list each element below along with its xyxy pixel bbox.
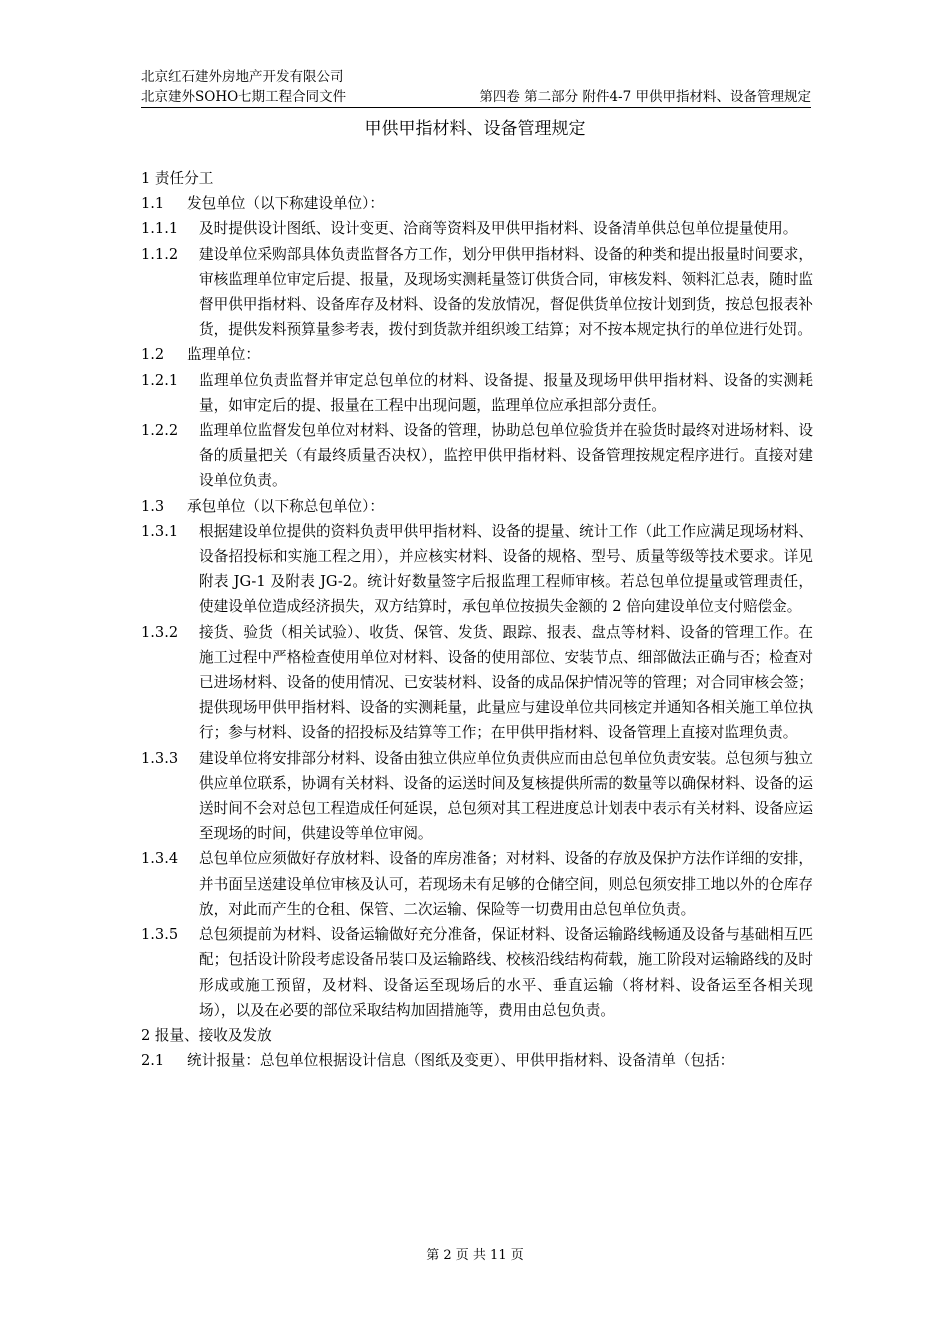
clause-number: 1.3.5 — [141, 926, 179, 944]
clause-number: 1.3.1 — [141, 522, 179, 540]
clause-number: 1.1 — [141, 195, 165, 213]
section-heading: 1 责任分工 — [141, 170, 214, 187]
clause-text: 监理单位监督发包单位对材料、设备的管理，协助总包单位验货并在验货时最终对进场材料、设备的质量把关（有最终质量否决权），监控甲供甲指材料、设备管理按规定程序进行。直接对建设单位负责。 — [199, 422, 813, 490]
document-title: 甲供甲指材料、设备管理规定 — [364, 119, 586, 139]
clause-number: 1.3.4 — [141, 850, 179, 868]
clause — [141, 519, 813, 620]
clause — [141, 191, 813, 216]
clause-number: 2.1 — [141, 1052, 165, 1070]
clause — [141, 494, 813, 519]
clause — [141, 342, 813, 367]
document-body — [141, 166, 813, 1073]
clause-text: 承包单位（以下称总包单位）： — [187, 497, 385, 515]
clause-text: 总包单位应须做好存放材料、设备的库房准备；对材料、设备的存放及保护方法作详细的安排，并书面呈送建设单位审核及认可，若现场未有足够的仓储空间，则总包须安排工地以外的仓库存放，对此而产生的仓租、保管、二次运输、保险等一切费用由总包单位负责。 — [199, 850, 813, 918]
clause-text: 建设单位采购部具体负责监督各方工作，划分甲供甲指材料、设备的种类和提出报量时间要求，审核监理单位审定后提、报量，及现场实测耗量签订供货合同，审核发料、领料汇总表，随时监督甲供甲指材料、设备库存及材料、设备的发放情况，督促供货单位按计划到货，按总包报表补货，提供发料预算量参考表，拨付到货款并组织竣工结算；对不按本规定执行的单位进行处罚。 — [199, 245, 813, 339]
clause — [141, 1048, 813, 1073]
clause — [141, 846, 813, 922]
clause-text: 建设单位将安排部分材料、设备由独立供应单位负责供应而由总包单位负责安装。总包须与独立供应单位联系，协调有关材料、设备的运送时间及复核提供所需的数量等以确保材料、设备的运送时间不会对总包工程造成任何延误，总包须对其工程进度总计划表中表示有关材料、设备应运至现场的时间，供建设等单位审阅。 — [199, 749, 813, 843]
page-footer: 第 2 页 共 11 页 — [426, 1248, 524, 1263]
clause-number: 1.1.1 — [141, 220, 179, 238]
clause-number: 1.3.2 — [141, 623, 179, 641]
clause — [141, 216, 813, 241]
clause — [141, 746, 813, 847]
clause-text: 及时提供设计图纸、设计变更、洽商等资料及甲供甲指材料、设备清单供总包单位提量使用。 — [199, 220, 798, 238]
header-left: 北京建外SOHO七期工程合同文件 — [141, 89, 347, 105]
clause-number: 1.2.1 — [141, 371, 179, 389]
running-header — [141, 88, 811, 108]
header-company: 北京红石建外房地产开发有限公司 — [141, 69, 344, 85]
clause-number: 1.2 — [141, 346, 165, 364]
clause-number: 1.1.2 — [141, 245, 179, 263]
header-right: 第四卷 第二部分 附件4-7 甲供甲指材料、设备管理规定 — [479, 89, 811, 105]
clause — [141, 922, 813, 1023]
clause-text: 发包单位（以下称建设单位）： — [187, 195, 385, 213]
clause-number: 1.2.2 — [141, 422, 179, 440]
clause-number: 1.3.3 — [141, 749, 179, 767]
clause — [141, 242, 813, 343]
clause-text: 监理单位负责监督并审定总包单位的材料、设备提、报量及现场甲供甲指材料、设备的实测耗量，如审定后的提、报量在工程中出现问题，监理单位应承担部分责任。 — [199, 371, 813, 414]
clause-text: 总包须提前为材料、设备运输做好充分准备，保证材料、设备运输路线畅通及设备与基础相互匹配；包括设计阶段考虑设备吊装口及运输路线、校核沿线结构荷载，施工阶段对运输路线的及时形成或施工预留，及材料、设备运至现场后的水平、垂直运输（将材料、设备运至各相关现场），以及在必要的部位采取结构加固措施等，费用由总包负责。 — [199, 926, 813, 1019]
clause-text: 统计报量：总包单位根据设计信息（图纸及变更）、甲供甲指材料、设备清单（包括： — [187, 1052, 735, 1070]
clause — [141, 620, 813, 746]
clause-text: 根据建设单位提供的资料负责甲供甲指材料、设备的提量、统计工作（此工作应满足现场材料、设备招投标和实施工程之用），并应核实材料、设备的规格、型号、质量等级等技术要求。详见附表 JG-1 及附表 JG-2。统计好数量签字后报监理工程师审核。若总包单位提量或管理责任，使建设单位造成经济损失，双方结算时，承包单位按损失金额的 2 倍向建设单位支付赔偿金。 — [199, 522, 813, 616]
clause-number: 1.3 — [141, 497, 165, 515]
clause-text: 接货、验货（相关试验）、收货、保管、发货、跟踪、报表、盘点等材料、设备的管理工作。在施工过程中严格检查使用单位对材料、设备的使用部位、安装节点、细部做法正确与否；检查对已进场材料、设备的使用情况、已安装材料、设备的成品保护情况等的管理；对合同审核会签；提供现场甲供甲指材料、设备的实测耗量，此量应与建设单位共同核定并通知各相关施工单位执行；参与材料、设备的招投标及结算等工作；在甲供甲指材料、设备管理上直接对监理负责。 — [199, 623, 813, 742]
section-heading: 2 报量、接收及发放 — [141, 1026, 272, 1044]
clause — [141, 418, 813, 494]
clause-text: 监理单位： — [187, 346, 260, 364]
clause — [141, 368, 813, 418]
